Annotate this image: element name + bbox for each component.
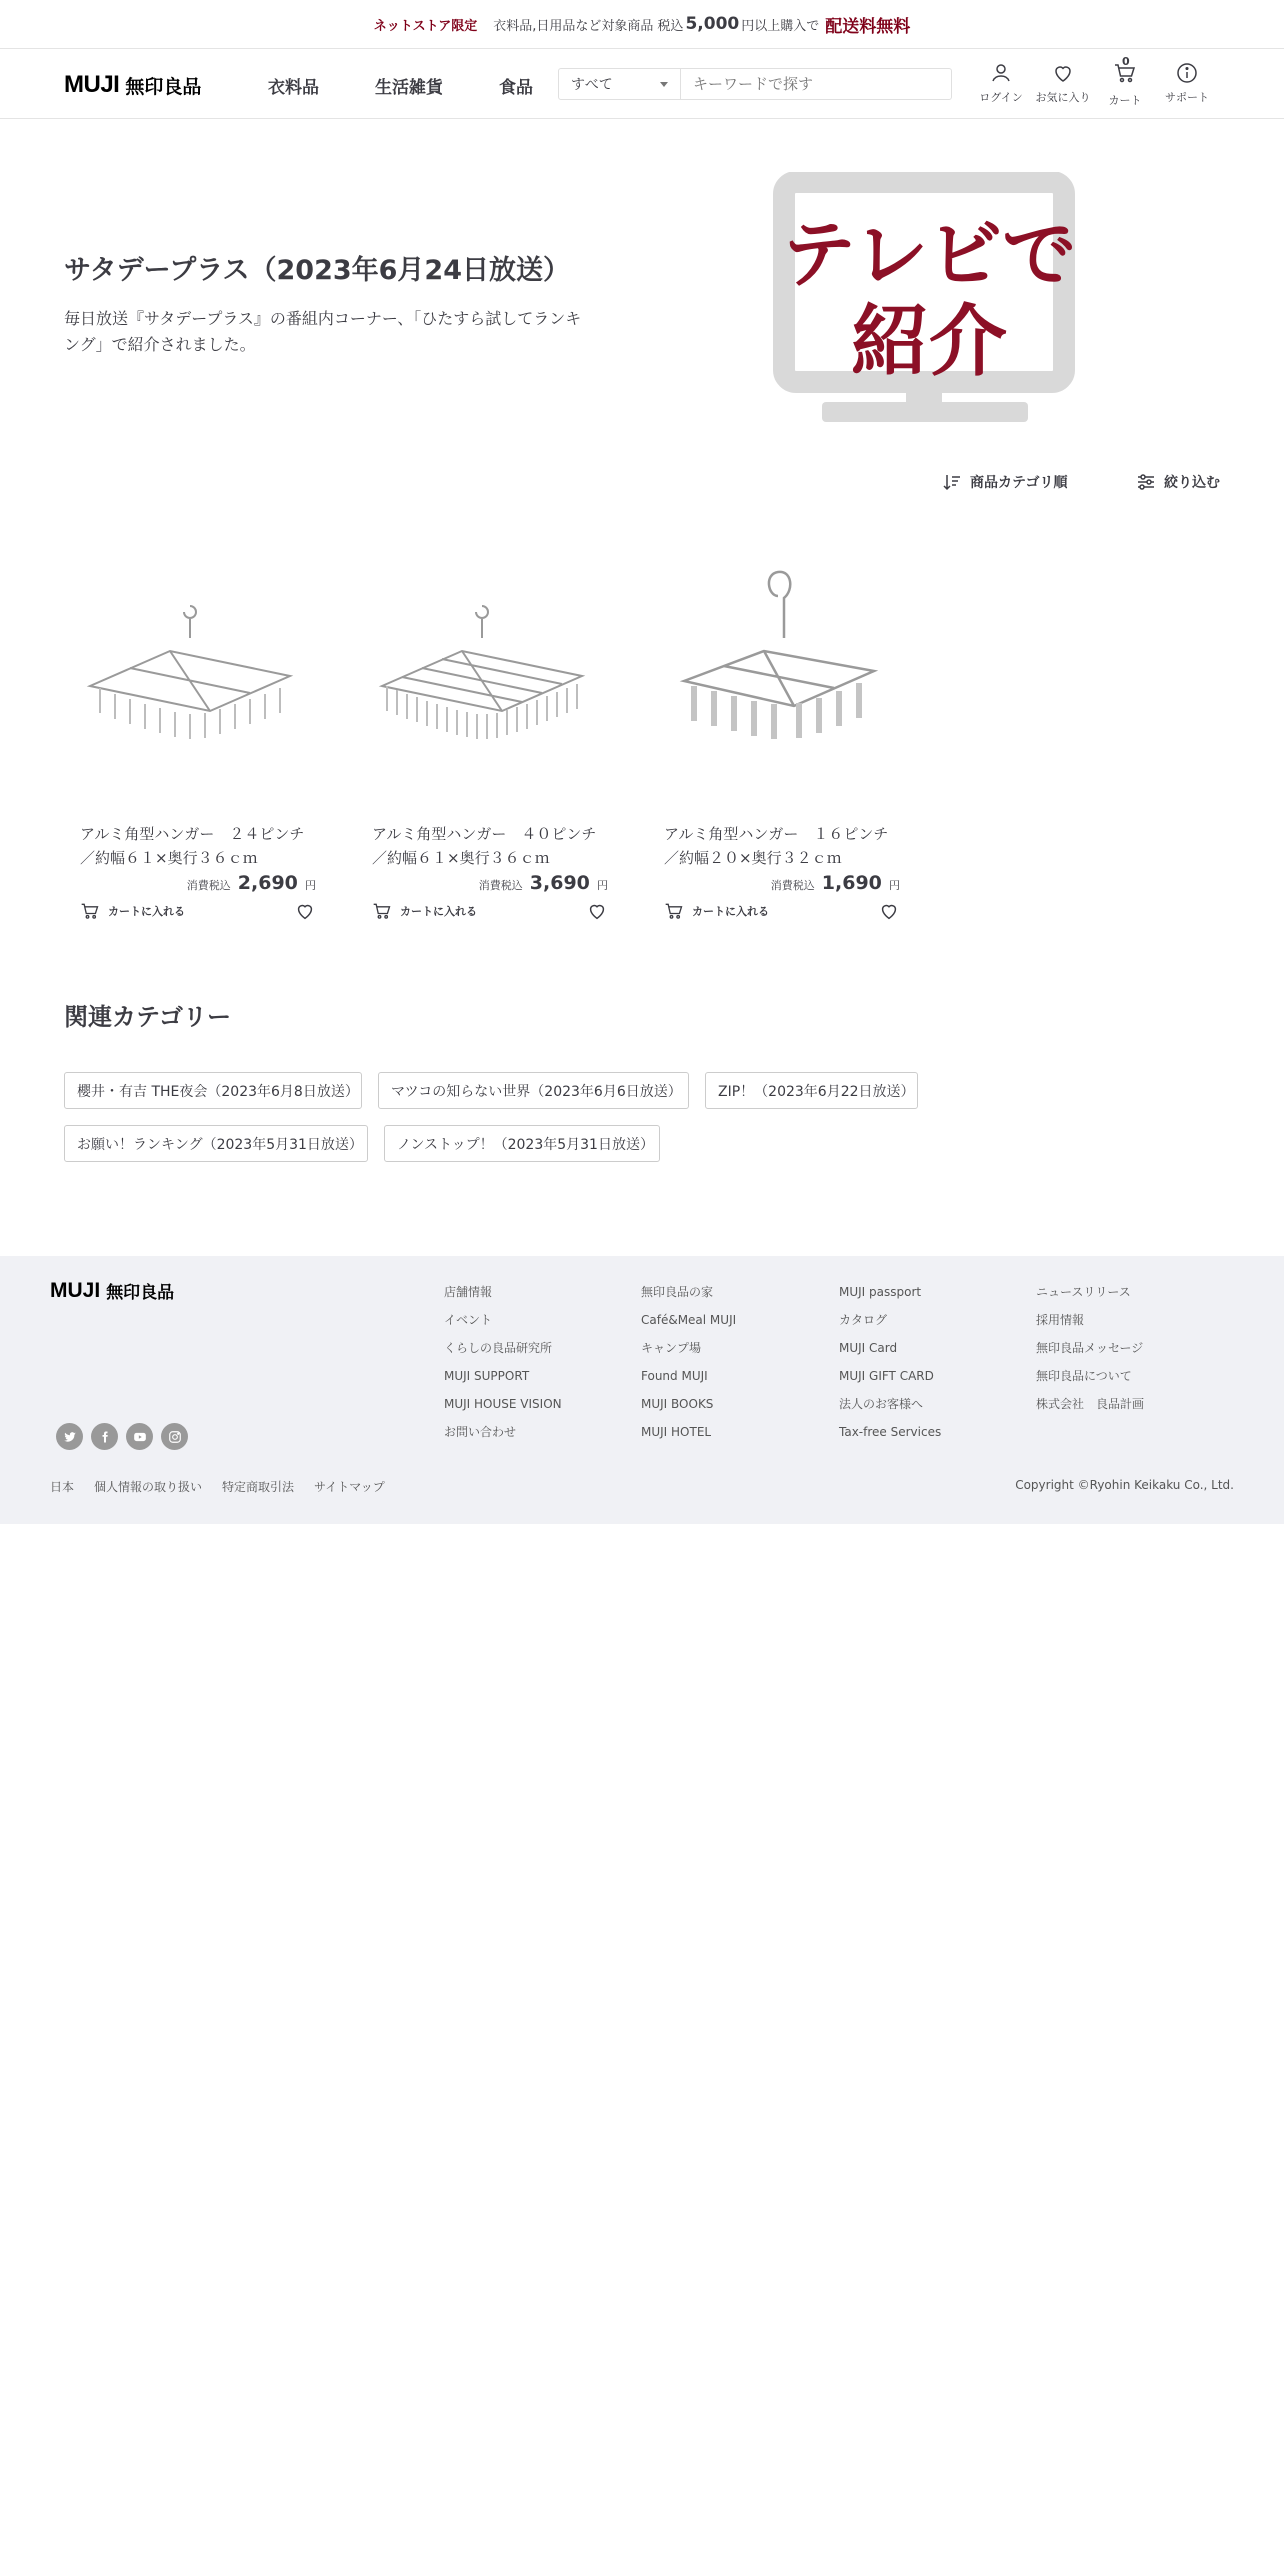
product-card[interactable]: [64, 550, 316, 922]
price-value: 2,690: [237, 872, 298, 894]
footer-link[interactable]: 採用情報: [1036, 1313, 1085, 1327]
page-description: 毎日放送『サタデープラス』の番組内コーナー、「ひたすら試してランキング」で紹介されました。: [64, 309, 582, 354]
product-image[interactable]: [648, 550, 900, 802]
heart-icon: [1051, 61, 1075, 85]
product-price: [64, 872, 316, 894]
cart-button[interactable]: [1094, 55, 1156, 108]
facebook-icon[interactable]: [91, 1423, 118, 1450]
related-category-chip[interactable]: マツコの知らない世界（2023年6月6日放送）: [378, 1072, 689, 1109]
promo-amount: 5,000: [685, 14, 740, 34]
footer-link[interactable]: MUJI HOUSE VISION: [444, 1397, 562, 1411]
youtube-icon[interactable]: [126, 1423, 153, 1450]
related-category-chip[interactable]: ZIP！（2023年6月22日放送）: [705, 1072, 918, 1109]
footer-logo[interactable]: [50, 1278, 174, 1303]
footer-bottom-links: [50, 1478, 385, 1495]
product-actions: [80, 900, 316, 922]
footer-link[interactable]: MUJI GIFT CARD: [839, 1369, 934, 1383]
login-button[interactable]: [970, 61, 1032, 108]
favorite-heart-icon[interactable]: [878, 900, 900, 922]
footer-link[interactable]: ニュースリリース: [1036, 1285, 1131, 1299]
footer-column: [1036, 1278, 1144, 1418]
login-label: ログイン: [979, 91, 1023, 104]
promo-text-after: 円以上購入で: [741, 18, 820, 34]
price-value: 3,690: [529, 872, 590, 894]
add-to-cart-button[interactable]: [80, 901, 185, 921]
cart-icon: [664, 901, 684, 921]
price-label: 消費税込: [770, 879, 815, 892]
footer-link[interactable]: カタログ: [839, 1313, 888, 1327]
price-label: 消費税込: [186, 879, 231, 892]
twitter-icon[interactable]: [56, 1423, 83, 1450]
promo-banner[interactable]: [0, 0, 1284, 49]
footer-link[interactable]: 株式会社 良品計画: [1036, 1397, 1145, 1411]
footer-link[interactable]: お問い合わせ: [444, 1425, 517, 1439]
user-icon: [989, 61, 1013, 85]
product-name[interactable]: アルミ角型ハンガー ４０ピンチ／約幅６１×奥行３６ｃｍ: [372, 825, 597, 867]
price-unit: 円: [597, 879, 608, 892]
footer-link[interactable]: MUJI Card: [839, 1341, 898, 1355]
footer-link[interactable]: Tax-free Services: [839, 1425, 942, 1439]
product-name[interactable]: アルミ角型ハンガー １６ピンチ／約幅２０×奥行３２ｃｍ: [664, 825, 889, 867]
cart-icon: [372, 901, 392, 921]
footer-logo-kanji: 無印良品: [106, 1283, 175, 1303]
promo-text: 衣料品,日用品など対象商品 税込: [493, 18, 684, 34]
sort-category-label: 商品カテゴリ順: [970, 475, 1068, 491]
favorite-heart-icon[interactable]: [586, 900, 608, 922]
cart-icon: [80, 901, 100, 921]
product-image[interactable]: [356, 550, 608, 802]
footer-column: [444, 1278, 562, 1446]
search-input[interactable]: [681, 69, 951, 99]
footer-link[interactable]: Found MUJI: [641, 1369, 708, 1383]
footer-logo-latin: MUJI: [50, 1278, 101, 1302]
add-to-cart-button[interactable]: [372, 901, 477, 921]
product-card[interactable]: [356, 550, 608, 922]
add-to-cart-label: カートに入れる: [108, 905, 185, 918]
related-category-chip[interactable]: 櫻井・有吉 THE夜会（2023年6月8日放送）: [64, 1072, 362, 1109]
social-links: [56, 1423, 188, 1450]
nav-food[interactable]: 食品: [499, 78, 533, 98]
sort-category-button[interactable]: [942, 472, 1067, 492]
commerce-law-link[interactable]: 特定商取引法: [222, 1480, 295, 1494]
tv-feature-banner: [764, 172, 1084, 432]
site-header: [0, 49, 1284, 119]
support-button[interactable]: [1156, 61, 1218, 108]
related-categories-title: 関連カテゴリー: [64, 1003, 232, 1031]
footer-column: [839, 1278, 941, 1446]
banner-text-line2: 紹介: [850, 297, 1008, 387]
region-link[interactable]: 日本: [50, 1480, 75, 1494]
product-actions: [372, 900, 608, 922]
price-unit: 円: [305, 879, 316, 892]
favorites-label: お気に入り: [1035, 91, 1091, 104]
page-title: サタデープラス（2023年6月24日放送）: [64, 255, 570, 286]
footer-link[interactable]: MUJI HOTEL: [641, 1425, 712, 1439]
muji-logo[interactable]: [64, 71, 201, 99]
footer-column: [641, 1278, 736, 1446]
footer-link[interactable]: Café&Meal MUJI: [641, 1313, 737, 1327]
search-category-select[interactable]: [559, 69, 681, 99]
sitemap-link[interactable]: サイトマップ: [314, 1480, 385, 1494]
favorite-heart-icon[interactable]: [294, 900, 316, 922]
cart-label: カート: [1108, 94, 1142, 107]
logo-kanji: 無印良品: [125, 75, 202, 98]
related-category-chip[interactable]: ノンストップ！（2023年5月31日放送）: [384, 1125, 660, 1162]
product-actions: [664, 900, 900, 922]
footer-link[interactable]: MUJI passport: [839, 1285, 922, 1299]
footer-link[interactable]: 無印良品メッセージ: [1036, 1341, 1144, 1355]
main-nav: [268, 73, 589, 98]
support-label: サポート: [1165, 91, 1209, 104]
footer-link[interactable]: 無印良品の家: [641, 1285, 714, 1299]
footer-link[interactable]: くらしの良品研究所: [444, 1341, 553, 1355]
info-icon: [1175, 61, 1199, 85]
price-unit: 円: [889, 879, 900, 892]
banner-text-line1: テレビで: [781, 212, 1077, 298]
footer-link[interactable]: キャンプ場: [641, 1341, 702, 1355]
cart-count: 0: [1122, 55, 1130, 68]
footer-link[interactable]: MUJI BOOKS: [641, 1397, 714, 1411]
footer-link[interactable]: 無印良品について: [1036, 1369, 1132, 1383]
product-card[interactable]: [648, 550, 900, 922]
product-image[interactable]: [64, 550, 316, 802]
filter-label: 絞り込む: [1164, 475, 1220, 491]
site-footer: [0, 1256, 1284, 1524]
logo-latin: MUJI: [64, 71, 120, 98]
footer-link[interactable]: イベント: [444, 1313, 493, 1327]
product-name[interactable]: アルミ角型ハンガー ２４ピンチ／約幅６１×奥行３６ｃｍ: [80, 825, 305, 867]
filter-icon: [1136, 472, 1156, 492]
search-category-value: すべて: [571, 77, 613, 93]
price-value: 1,690: [821, 872, 882, 894]
privacy-link[interactable]: 個人情報の取り扱い: [94, 1480, 203, 1494]
footer-link[interactable]: MUJI SUPPORT: [444, 1369, 530, 1383]
instagram-icon[interactable]: [161, 1423, 188, 1450]
product-price: [648, 872, 900, 894]
nav-household[interactable]: 生活雑貨: [375, 78, 443, 98]
copyright: Copyright ©Ryohin Keikaku Co., Ltd.: [1015, 1478, 1234, 1492]
add-to-cart-label: カートに入れる: [400, 905, 477, 918]
related-category-chip[interactable]: お願い！ランキング（2023年5月31日放送）: [64, 1125, 368, 1162]
footer-link[interactable]: 法人のお客様へ: [839, 1397, 924, 1411]
favorites-button[interactable]: [1032, 61, 1094, 108]
add-to-cart-button[interactable]: [664, 901, 769, 921]
search-bar: [558, 68, 952, 100]
promo-tag: ネットストア限定: [373, 18, 478, 34]
add-to-cart-label: カートに入れる: [692, 905, 769, 918]
promo-free-shipping: 配送料無料: [825, 16, 911, 37]
header-icons: [970, 55, 1218, 108]
caret-down-icon: [660, 82, 668, 87]
product-price: [356, 872, 608, 894]
filter-button[interactable]: [1136, 472, 1220, 492]
price-label: 消費税込: [478, 879, 523, 892]
sort-icon: [942, 472, 962, 492]
footer-link[interactable]: 店舗情報: [444, 1285, 493, 1299]
nav-clothing[interactable]: 衣料品: [268, 78, 319, 98]
